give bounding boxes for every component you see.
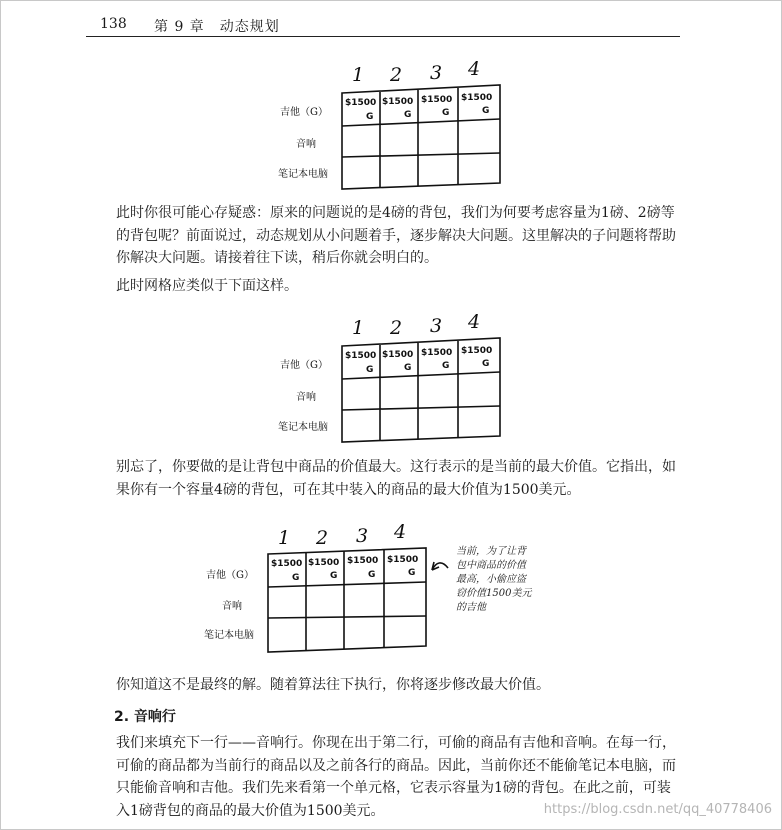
col-label-4: 4: [468, 58, 481, 80]
page-number: 138: [100, 16, 127, 32]
row-label-stereo: 音响: [222, 601, 242, 612]
col-label-3: 3: [356, 525, 369, 547]
chapter-title: 第 9 章 动态规划: [154, 19, 280, 35]
page-header: [86, 14, 680, 37]
cell-item: G: [482, 106, 490, 116]
row-label-stereo: 音响: [296, 139, 316, 150]
annotation-note: [456, 545, 552, 615]
annotation-line: 当前，为了让背: [456, 546, 526, 557]
annotation-line: 窃价值1500美元: [456, 588, 532, 599]
cell-value: $1500: [345, 351, 377, 361]
col-label-3: 3: [430, 315, 443, 337]
col-label-2: 2: [390, 317, 403, 339]
cell-item: G: [482, 359, 490, 369]
knapsack-grid-3: [196, 510, 456, 655]
col-label-2: 2: [316, 527, 329, 549]
cell-item: G: [408, 568, 416, 578]
cell-value: $1500: [382, 350, 414, 360]
section-heading: 2. 音响行: [114, 709, 176, 725]
cell-value: $1500: [345, 98, 377, 108]
cell-item: G: [330, 571, 338, 581]
col-label-4: 4: [468, 311, 481, 333]
cell-item: G: [292, 573, 300, 583]
row-label-guitar: 吉他（G）: [280, 107, 328, 118]
paragraph: 你知道这不是最终的解。随着算法往下执行，你将逐步修改最大价值。: [116, 677, 550, 693]
knapsack-grid-2: [270, 308, 510, 448]
row-label-laptop: 笔记本电脑: [278, 169, 328, 180]
cell-value: $1500: [461, 346, 493, 356]
knapsack-grid-1: [270, 55, 510, 195]
paragraph: 别忘了，你要做的是让背包中商品的价值最大。这行表示的是当前的最大价值。它指出，如果你有一个容量4磅的背包，可在其中装入的商品的最大价值为1500美元。: [116, 459, 676, 498]
cell-value: $1500: [421, 95, 453, 105]
paragraph: 此时你很可能心存疑惑：原来的问题说的是4磅的背包，我们为何要考虑容量为1磅、2磅等的背包呢？前面说过，动态规划从小问题着手，逐步解决大问题。这里解决的子问题将帮助你解决大问题。请接着往下读，稍后你就会明白的。: [116, 205, 676, 266]
row-label-laptop: 笔记本电脑: [278, 422, 328, 433]
col-label-1: 1: [352, 317, 365, 339]
row-label-guitar: 吉他（G）: [280, 360, 328, 371]
paragraph: 我们来填充下一行——音响行。你现在出于第二行，可偷的商品有吉他和音响。在每一行，可偷的商品都为当前行的商品以及之前各行的商品。因此，当前你还不能偷笔记本电脑，而只能偷音响和吉他。我们先来看第一个单元格，它表示容量为1磅的背包。在此之前，可装入1磅背包的商品的最大价值为1500美元。: [116, 735, 676, 819]
annotation-line: 的吉他: [456, 602, 486, 613]
cell-item: G: [442, 361, 450, 371]
col-label-4: 4: [394, 521, 407, 543]
col-label-2: 2: [390, 64, 403, 86]
cell-item: G: [366, 365, 374, 375]
cell-item: G: [442, 108, 450, 118]
annotation-line: 包中商品的价值: [456, 560, 526, 571]
cell-value: $1500: [382, 97, 414, 107]
paragraph: 此时网格应类似于下面这样。: [116, 278, 298, 294]
cell-value: $1500: [308, 558, 340, 568]
cell-value: $1500: [461, 93, 493, 103]
col-label-3: 3: [430, 62, 443, 84]
row-label-guitar: 吉他（G）: [206, 570, 254, 581]
cell-item: G: [368, 570, 376, 580]
cell-item: G: [404, 110, 412, 120]
row-label-stereo: 音响: [296, 392, 316, 403]
cell-value: $1500: [347, 556, 379, 566]
cell-item: G: [404, 363, 412, 373]
cell-value: $1500: [271, 559, 303, 569]
row-label-laptop: 笔记本电脑: [204, 630, 254, 641]
cell-value: $1500: [387, 555, 419, 565]
cell-value: $1500: [421, 348, 453, 358]
watermark: https://blog.csdn.net/qq_40778406: [543, 802, 772, 817]
cell-item: G: [366, 112, 374, 122]
col-label-1: 1: [352, 64, 365, 86]
col-label-1: 1: [278, 527, 291, 549]
annotation-line: 最高，小偷应盗: [456, 574, 526, 585]
